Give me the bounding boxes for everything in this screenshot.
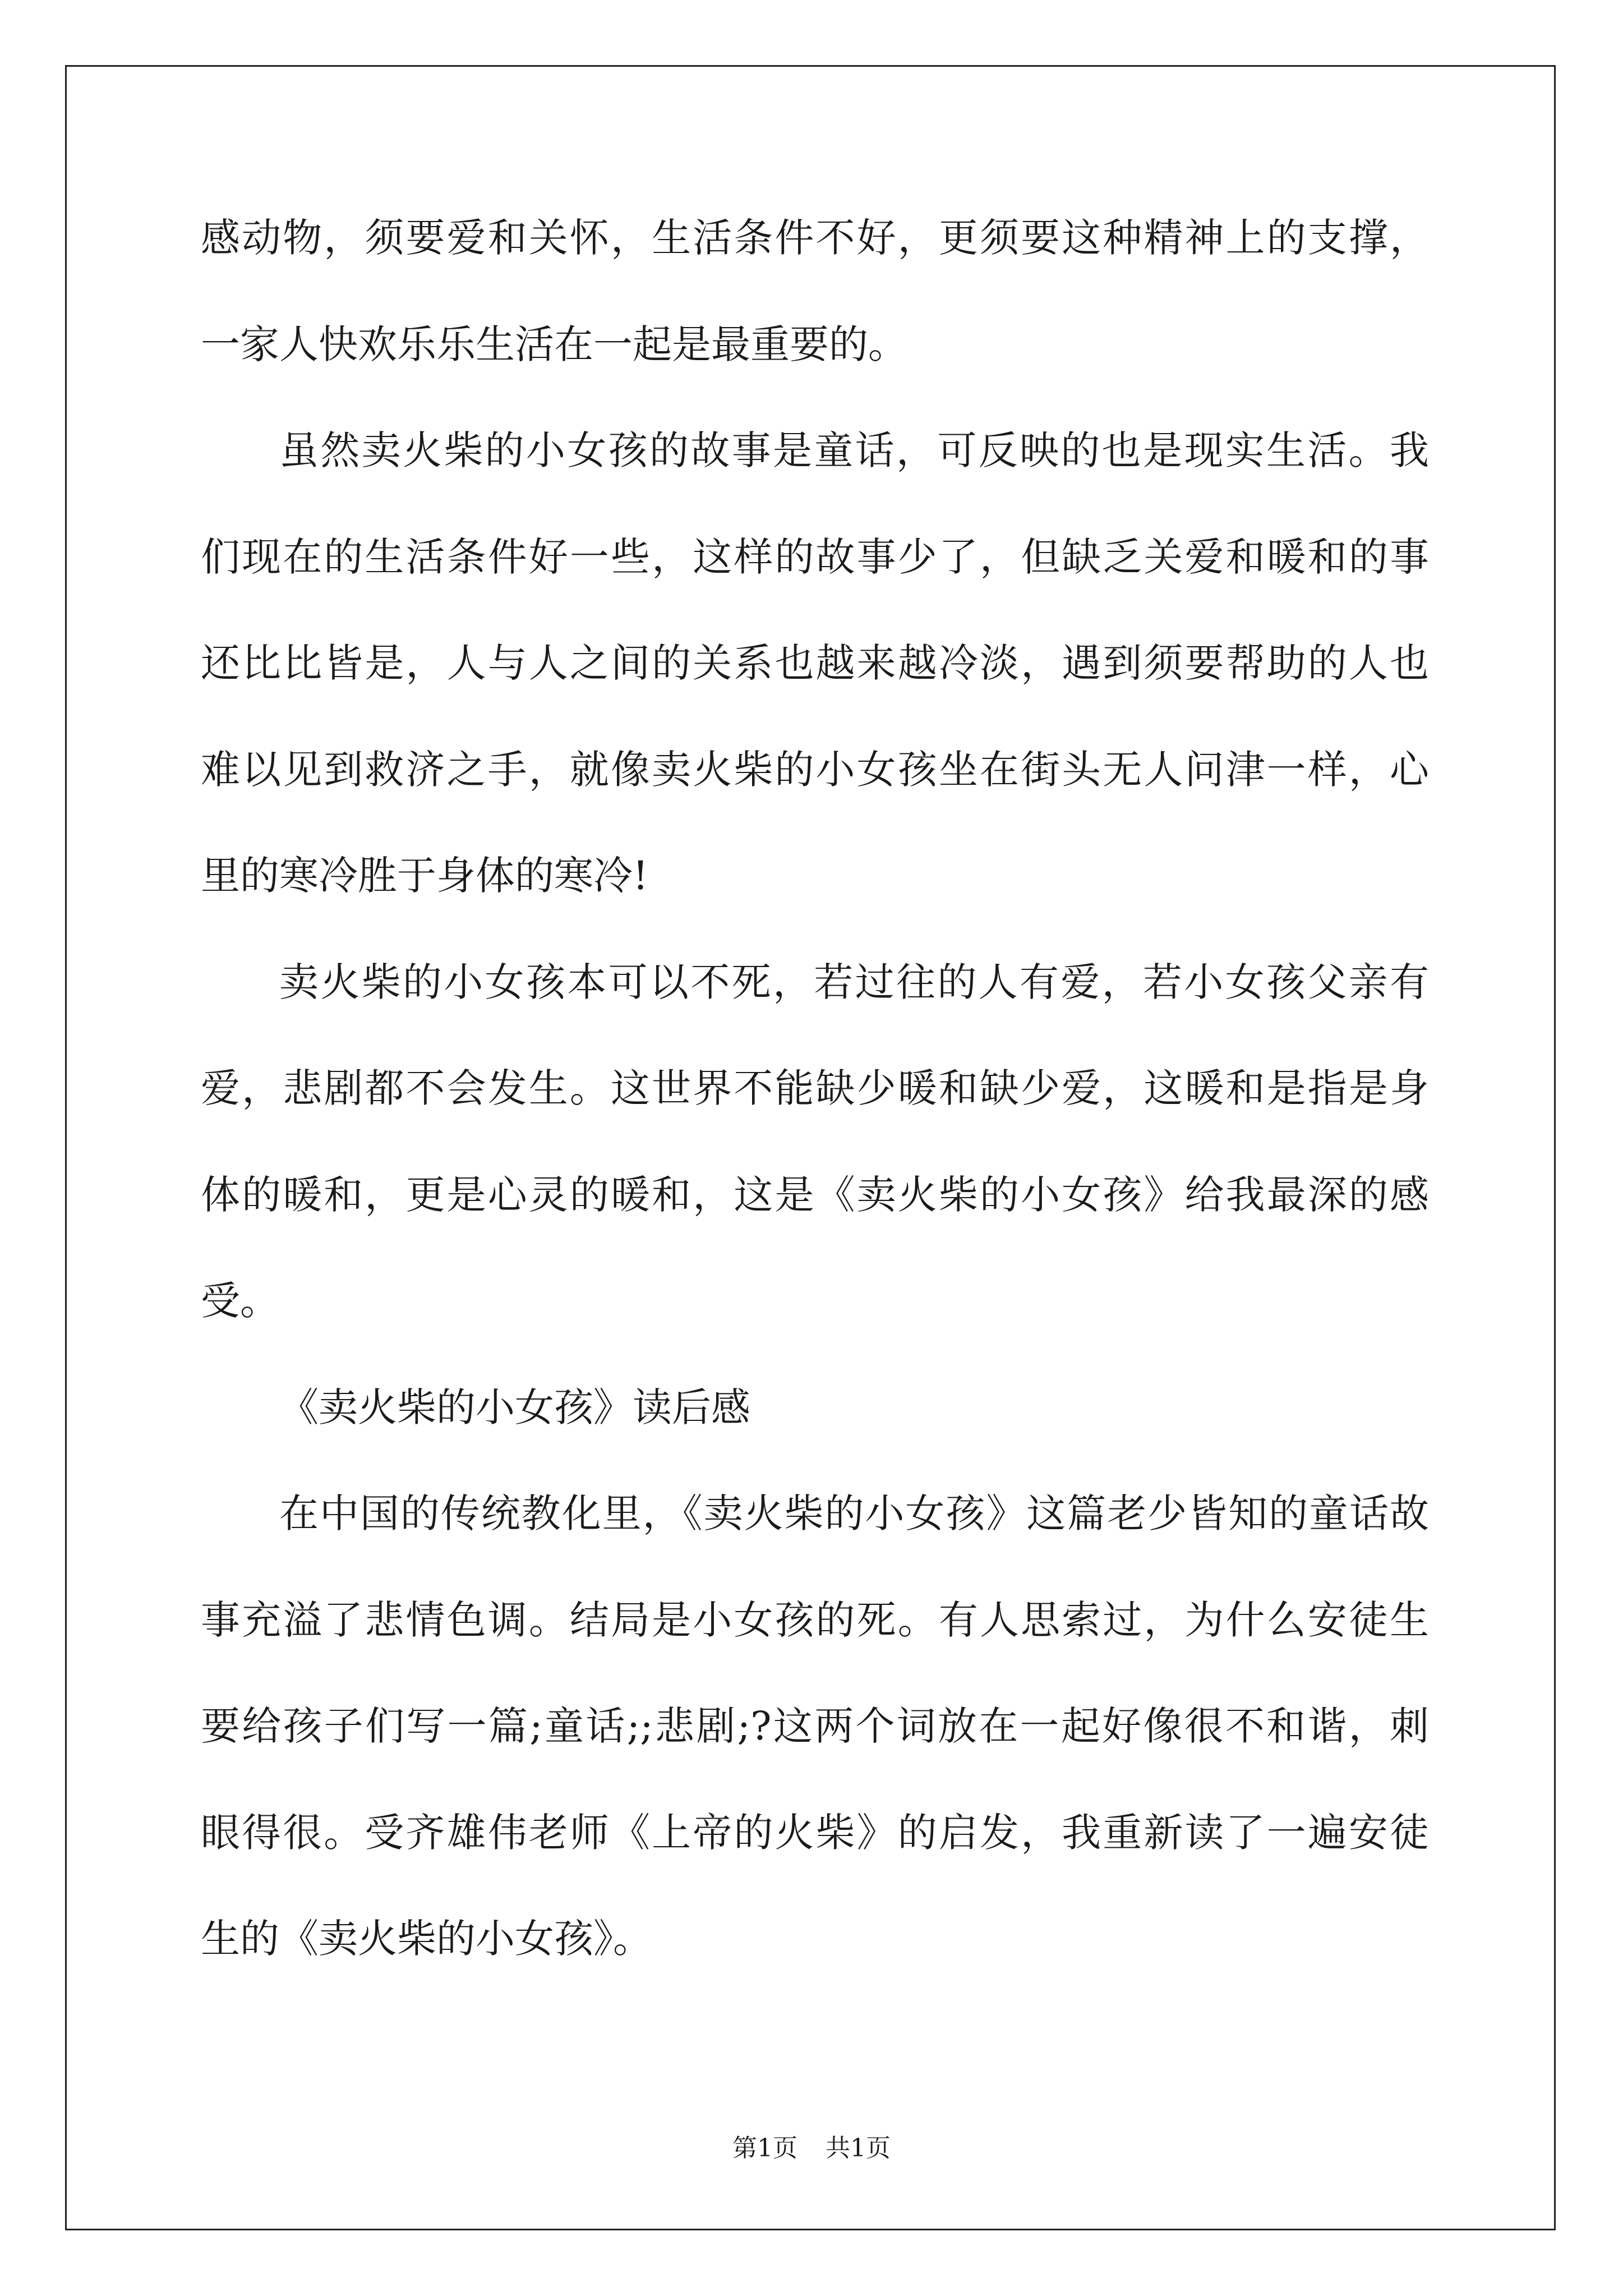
text-line: 要给孩子们写一篇;童话;;悲剧;?这两个词放在一起好像很不和谐，刺 [201, 1703, 1429, 1749]
text-line: 生的《卖火柴的小女孩》。 [201, 1916, 652, 1962]
text-line: 感动物，须要爱和关怀，生活条件不好，更须要这种精神上的支撑， [201, 215, 1429, 261]
text-line: 们现在的生活条件好一些，这样的故事少了，但缺乏关爱和暖和的事 [201, 533, 1429, 580]
text-line: 还比比皆是，人与人之间的关系也越来越冷淡，遇到须要帮助的人也 [201, 640, 1429, 686]
text-line: 眼得很。受齐雄伟老师《上帝的火柴》的启发，我重新读了一遍安徒 [201, 1809, 1429, 1856]
document-body [201, 185, 1429, 1993]
text-line: 卖火柴的小女孩本可以不死，若过往的人有爱，若小女孩父亲有 [279, 959, 1429, 1005]
text-line: 一家人快欢乐乐生活在一起是最重要的。 [201, 321, 907, 367]
text-line: 事充溢了悲情色调。结局是小女孩的死。有人思索过，为什么安徒生 [201, 1596, 1429, 1643]
text-line: 在中国的传统教化里，《卖火柴的小女孩》这篇老少皆知的童话故 [279, 1490, 1429, 1536]
text-line: 虽然卖火柴的小女孩的故事是童话，可反映的也是现实生活。我 [279, 427, 1429, 473]
text-line: 体的暖和，更是心灵的暖和，这是《卖火柴的小女孩》给我最深的感 [201, 1171, 1429, 1218]
page-total: 共1页 [826, 2134, 891, 2162]
text-line: 难以见到救济之手，就像卖火柴的小女孩坐在街头无人问津一样，心 [201, 746, 1429, 793]
page-footer [0, 2132, 1623, 2165]
text-line: 爱，悲剧都不会发生。这世界不能缺少暖和缺少爱，这暖和是指是身 [201, 1065, 1429, 1111]
text-line: 受。 [201, 1278, 279, 1324]
text-line: 里的寒冷胜于身体的寒冷! [201, 853, 649, 899]
page-number: 第1页 [732, 2134, 797, 2162]
section-heading: 《卖火柴的小女孩》读后感 [279, 1384, 750, 1430]
